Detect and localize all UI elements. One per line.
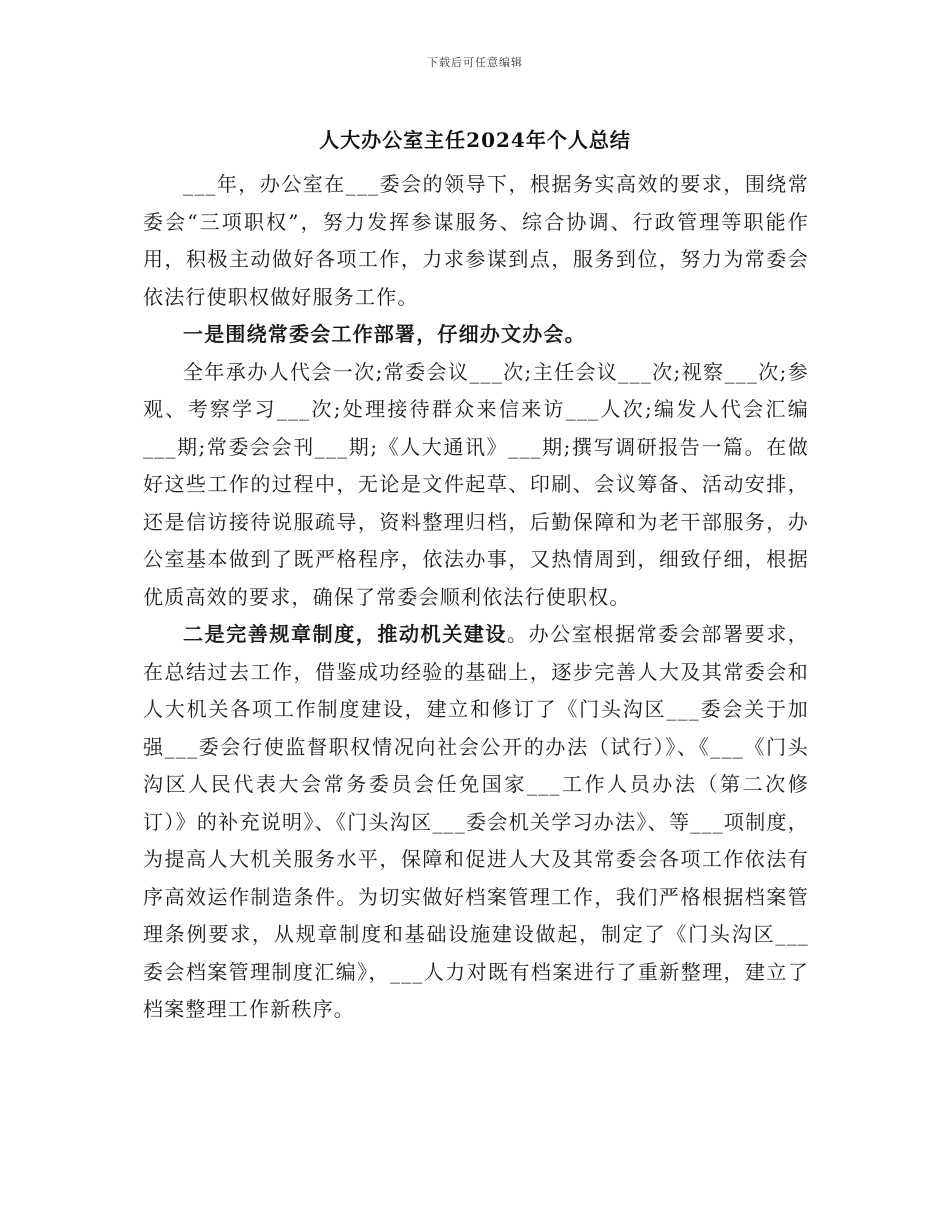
section1-heading: 一是围绕常委会工作部署，仔细办文办会。 (183, 322, 586, 346)
document-body (143, 166, 809, 1029)
section2-body: 。办公室根据常委会部署要求，在总结过去工作，借鉴成功经验的基础上，逐步完善人大及其常委会和人大机关各项工作制度建设，建立和修订了《门头沟区___委会关于加强___委会行使监督职权情况向社会公开的办法（试行）》、《___《门头沟区人民代表大会常务委员会任免国家___工作人员办法（第二次修订）》的补充说明》、《门头沟区___委会机关学习办法》、等___项制度，为提高人大机关服务水平，保障和促进人大及其常委会各项工作依法有序高效运作制造条件。为切实做好档案管理工作，我们严格根据档案管理条例要求，从规章制度和基础设施建设做起，制定了《门头沟区___委会档案管理制度汇编》，___人力对既有档案进行了重新整理，建立了档案整理工作新秩序。 (143, 622, 809, 1021)
document-title: 人大办公室主任2024年个人总结 (319, 128, 631, 152)
section2-heading: 二是完善规章制度，推动机关建设 (183, 622, 507, 646)
section1-paragraph: 全年承办人代会一次;常委会议___次;主任会议___次;视察___次;参观、考察学习___次;处理接待群众来信来访___人次;编发人代会汇编___期;常委会会刊___期;《人大通讯》___期;撰写调研报告一篇。在做好这些工作的过程中，无论是文件起草、印刷、会议筹备、活动安排，还是信访接待说服疏导，资料整理归档，后勤保障和为老干部服务，办公室基本做到了既严格程序，依法办事，又热情周到，细致仔细，根据优质高效的要求，确保了常委会顺利依法行使职权。 (143, 359, 809, 609)
header-note: 下载后可任意编辑 (427, 56, 523, 69)
intro-paragraph: ___年，办公室在___委会的领导下，根据务实高效的要求，围绕常委会“三项职权”，努力发挥参谋服务、综合协调、行政管理等职能作用，积极主动做好各项工作，力求参谋到点，服务到位，努力为常委会依法行使职权做好服务工作。 (143, 172, 809, 309)
section2-paragraph (143, 616, 809, 1029)
